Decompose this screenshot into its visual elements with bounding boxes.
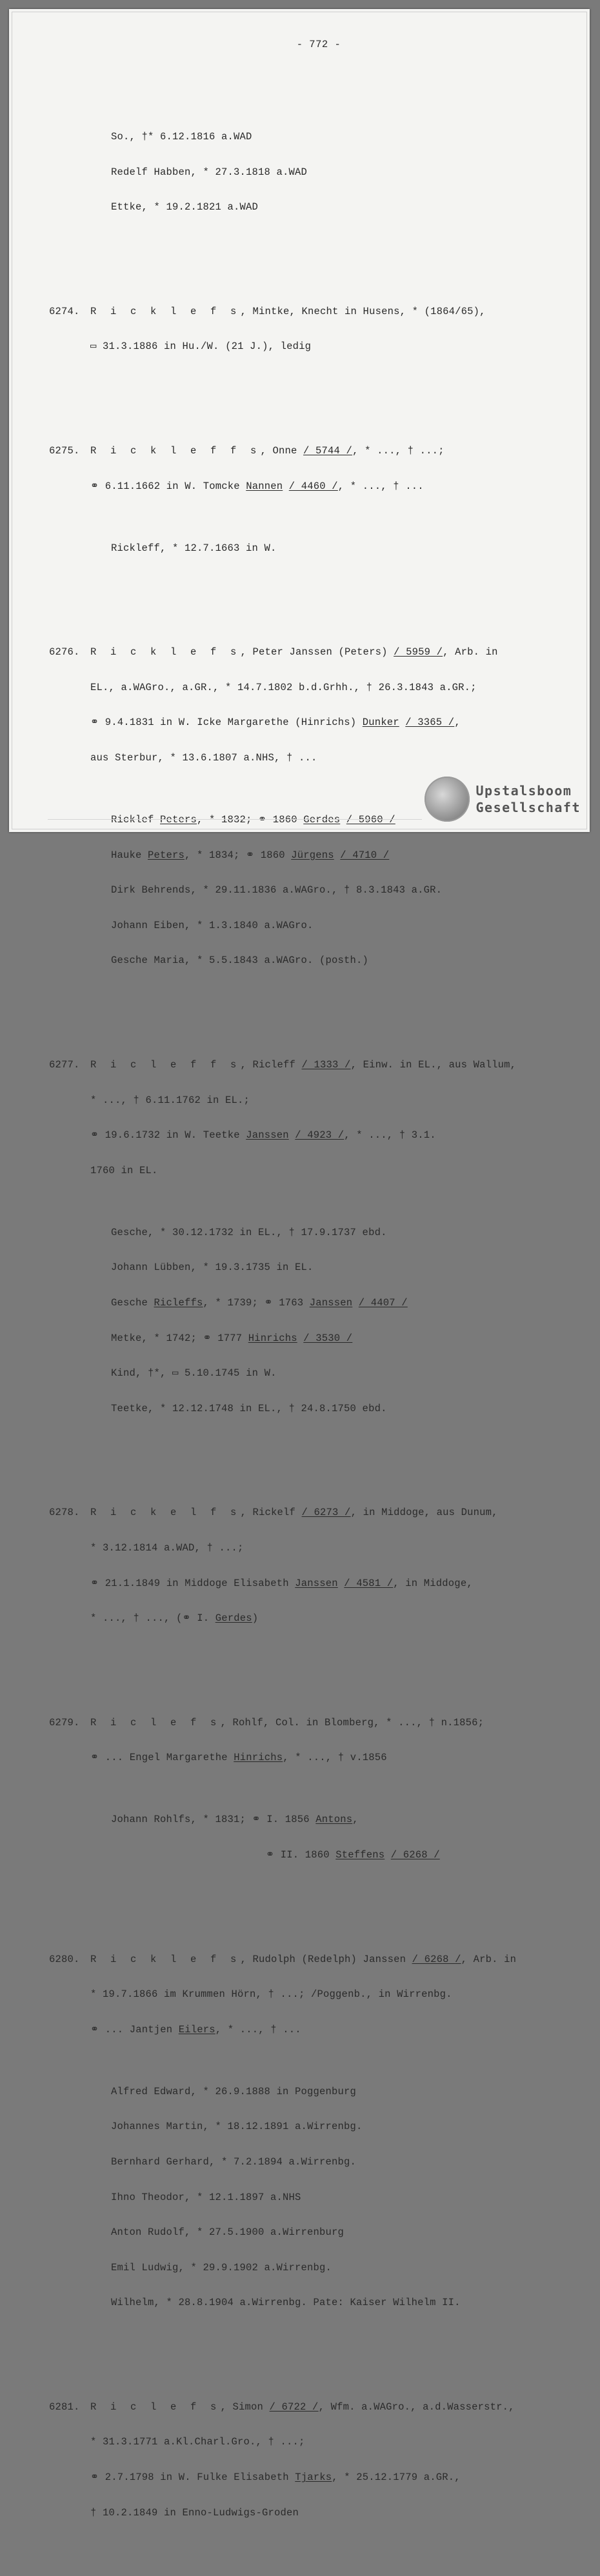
entry-continuation xyxy=(49,108,516,237)
entry-6275: 6275. R i c k l e f f s, Onne / 5744 /, * ..., † ...; ⚭ 6.11.1662 in W. Tomcke Nannen / 4460 /, * ..., † ... Rickleff, * 12.7.1663 in W. xyxy=(49,445,445,554)
cross-reference: / 4460 / xyxy=(288,480,338,492)
child-line: Gesche, * 30.12.1732 in EL., † 17.9.1737 ebd. xyxy=(111,1226,387,1238)
surname: R i c k l e f s xyxy=(90,1953,241,1965)
entry-number: 6277. xyxy=(49,1058,80,1071)
surname: R i c l e f s xyxy=(90,2401,221,2413)
child-line: Anton Rudolf, * 27.5.1900 a.Wirrenburg xyxy=(111,2226,345,2239)
child-line: Johann Lübben, * 19.3.1735 in EL. xyxy=(111,1262,314,1274)
entry-number: 6278. xyxy=(49,1507,80,1519)
child-line: Emil Ludwig, * 29.9.1902 a.Wirrenbg. xyxy=(111,2261,332,2274)
logo-line-2: Gesellschaft xyxy=(475,800,581,815)
child-line: Alfred Edward, * 26.9.1888 in Poggenburg xyxy=(111,2085,357,2097)
cross-reference: / 3530 / xyxy=(303,1332,353,1344)
surname: R i c l e f f s xyxy=(90,1058,241,1071)
entry-number: 6274. xyxy=(49,305,80,317)
cross-reference: / 4581 / xyxy=(344,1577,394,1589)
child-line: Dirk Behrends, * 29.11.1836 a.WAGro., † 8.3.1843 a.GR. xyxy=(111,884,443,897)
child-line: Ettke, * 19.2.1821 a.WAD xyxy=(111,201,259,213)
surname: R i c k l e f f s xyxy=(90,445,261,457)
child-line: So., †* 6.12.1816 a.WAD xyxy=(111,131,252,143)
surname: R i c k e l f s xyxy=(90,1507,241,1519)
cross-reference: / 3365 / xyxy=(405,717,455,729)
entry-number: 6279. xyxy=(49,1716,80,1729)
cross-reference: / 5959 / xyxy=(394,646,443,659)
surname: R i c l e f s xyxy=(90,1716,221,1729)
entry-6274: 6274. R i c k l e f s, Mintke, Knecht in Husens, * (1864/65), ▭ 31.3.1886 in Hu./W. (21 J.), ledig xyxy=(49,305,486,353)
entry-number: 6280. xyxy=(49,1953,80,1965)
cross-reference: / 5960 / xyxy=(346,814,395,826)
cross-reference: / 4407 / xyxy=(358,1296,408,1309)
child-line: Kind, †*, ▭ 5.10.1745 in W. xyxy=(111,1367,277,1380)
entry-6280: 6280. R i c k l e f s, Rudolph (Redelph) Janssen / 6268 /, Arb. in * 19.7.1866 im Krummen Hörn, † ...; /Poggenb., in Wirrenbg. ⚭ ... Jantjen Eilers, * ..., † ... Alfred Edward, * 26.9.1888 in Poggenburg Johannes Martin, * 18.12.1891 a.Wirrenbg. Bernhard Gerhard, * 7.2.1894 a.Wirrenbg. Ihno Theodor, * 12.1.1897 a.NHS Anton Rudolf, * 27.5.1900 a.Wirrenburg Emil Ludwig, * 29.9.1902 a.Wirrenbg. Wilhelm, * 28.8.1904 a.Wirrenbg. Pate: Kaiser Wilhelm II. xyxy=(49,1953,517,2309)
child-line: Johann Eiben, * 1.3.1840 a.WAGro. xyxy=(111,919,314,931)
cross-reference: / 4710 / xyxy=(340,849,390,861)
cross-reference: / 6722 / xyxy=(269,2401,319,2413)
entry-6277: 6277. R i c l e f f s, Ricleff / 1333 /, Einw. in EL., aus Wallum, * ..., † 6.11.1762 in EL.; ⚭ 19.6.1732 in W. Teetke Janssen / 4923 /, * ..., † 3.1. 1760 in EL. Gesche, * 30.12.1732 in EL., † 17.9.1737 ebd. Johann Lübben, * 19.3.1735 in EL. Gesche Ricleffs, * 1739; ⚭ 1763 Janssen / 4407 / Metke, * 1742; ⚭ 1777 Hinrichs / 3530 / Kind, †*, ▭ 5.10.1745 in W. Teetke, * 12.12.1748 in EL., † 24.8.1750 ebd. xyxy=(49,1058,517,1414)
child-line: Rickleff, * 12.7.1663 in W. xyxy=(111,542,277,554)
publisher-logo xyxy=(425,777,581,822)
entry-number: 6275. xyxy=(49,445,80,457)
child-line: Bernhard Gerhard, * 7.2.1894 a.Wirrenbg. xyxy=(111,2155,357,2168)
child-line: Redelf Habben, * 27.3.1818 a.WAD xyxy=(111,166,308,178)
cross-reference: / 1333 / xyxy=(301,1058,351,1071)
entry-6279: 6279. R i c l e f s, Rohlf, Col. in Blomberg, * ..., † n.1856; ⚭ ... Engel Margarethe Hinrichs, * ..., † v.1856 Johann Rohlfs, * 1831; ⚭ I. 1856 Antons, ⚭ II. 1860 Steffens / 6268 / xyxy=(49,1716,485,1861)
child-line: Teetke, * 12.12.1748 in EL., † 24.8.1750 ebd. xyxy=(111,1402,387,1414)
cross-reference: / 6268 / xyxy=(412,1953,461,1965)
divider xyxy=(48,819,422,820)
entry-6281: 6281. R i c l e f s, Simon / 6722 /, Wfm. a.WAGro., a.d.Wasserstr., * 31.3.1771 a.Kl.Charl.Gro., † ...; ⚭ 2.7.1798 in W. Fulke Elisabeth Tjarks, * 25.12.1779 a.GR., † 10.2.1849 in Enno-Ludwigs-Groden xyxy=(49,2401,515,2519)
seal-icon xyxy=(425,777,470,822)
entry-6276: 6276. R i c k l e f s, Peter Janssen (Peters) / 5959 /, Arb. in EL., a.WAGro., a.GR., * 14.7.1802 b.d.Grhh., † 26.3.1843 a.GR.; ⚭ 9.4.1831 in W. Icke Margarethe (Hinrichs) Dunker / 3365 /, aus Sterbur, * 13.6.1807 a.NHS, † ... Ricklef Peters, * 1832; ⚭ 1860 Gerdes / 5960 / Hauke Peters, * 1834; ⚭ 1860 Jürgens / 4710 / Dirk Behrends, * 29.11.1836 a.WAGro., † 8.3.1843 a.GR. Johann Eiben, * 1.3.1840 a.WAGro. Gesche Maria, * 5.5.1843 a.WAGro. (posth.) xyxy=(49,646,498,967)
entry-number: 6281. xyxy=(49,2401,80,2413)
logo-line-1: Upstalsboom xyxy=(475,783,572,798)
cross-reference: / 6273 / xyxy=(301,1507,351,1519)
child-line: Ihno Theodor, * 12.1.1897 a.NHS xyxy=(111,2191,301,2203)
cross-reference: / 5744 / xyxy=(303,445,353,457)
cross-reference: / 6268 / xyxy=(390,1848,440,1861)
child-line: Johannes Martin, * 18.12.1891 a.Wirrenbg. xyxy=(111,2121,363,2133)
entry-number: 6276. xyxy=(49,646,80,659)
surname: R i c k l e f s xyxy=(90,305,241,317)
page-number: - 772 - xyxy=(296,39,341,50)
surname: R i c k l e f s xyxy=(90,646,241,659)
child-line: Gesche Maria, * 5.5.1843 a.WAGro. (posth.) xyxy=(111,955,369,967)
document-page xyxy=(9,9,590,2519)
register-text xyxy=(49,72,516,2576)
child-line: Wilhelm, * 28.8.1904 a.Wirrenbg. Pate: Kaiser Wilhelm II. xyxy=(111,2297,461,2309)
entry-6278: 6278. R i c k e l f s, Rickelf / 6273 /, in Middoge, aus Dunum, * 3.12.1814 a.WAD, † ...; ⚭ 21.1.1849 in Middoge Elisabeth Janssen / 4581 /, in Middoge, * ..., † ..., (⚭ I. Gerdes) xyxy=(49,1507,498,1625)
cross-reference: / 4923 / xyxy=(295,1129,345,1142)
